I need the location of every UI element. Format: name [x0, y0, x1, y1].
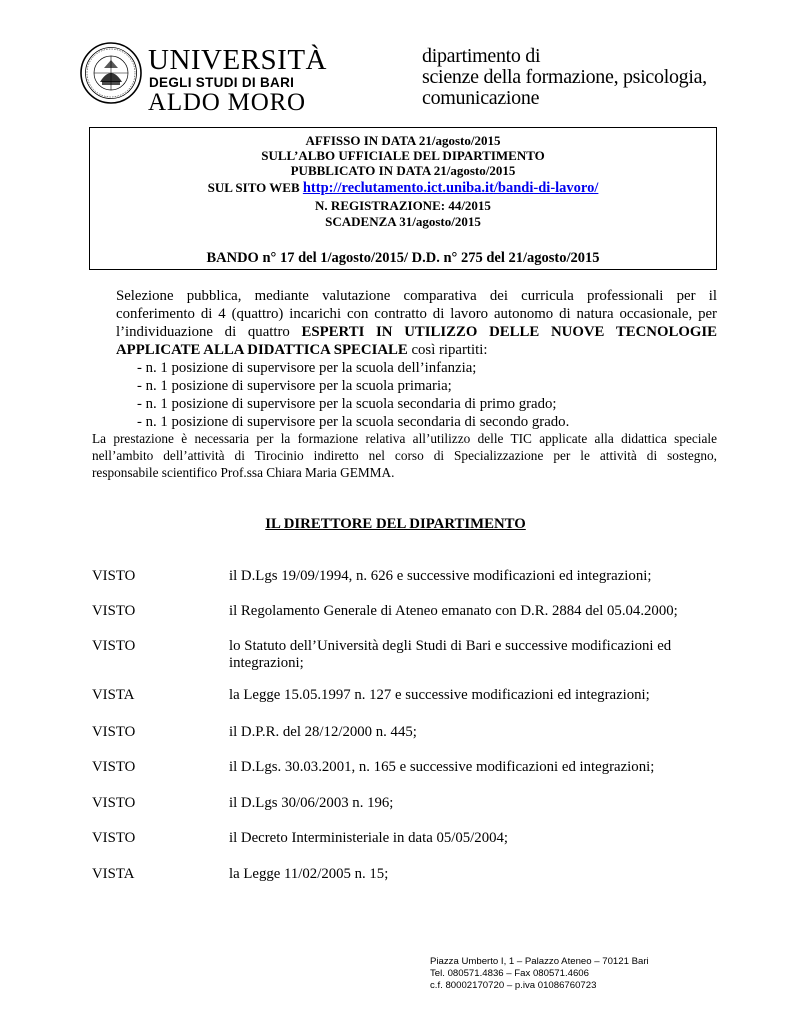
notice-pubblicato: PUBBLICATO IN DATA 21/agosto/2015 — [290, 163, 516, 178]
visto-text: lo Statuto dell’Università degli Studi di Bari e successive modificazioni ed integrazioni; — [229, 638, 672, 671]
visto-label: VISTO — [92, 724, 136, 740]
visto-label: VISTO — [92, 830, 136, 846]
notice-albo: SULL’ALBO UFFICIALE DEL DIPARTIMENTO — [261, 148, 545, 163]
director-title — [0, 516, 791, 533]
visto-text: il Decreto Interministeriale in data 05/05/2004; — [229, 830, 509, 846]
footer-address — [430, 956, 649, 992]
university-name-line2: DEGLI STUDI DI BARI — [149, 75, 295, 90]
department-line1: dipartimento di — [422, 45, 541, 67]
visto-text: la Legge 11/02/2005 n. 15; — [229, 866, 389, 882]
department-line2: scienze della formazione, psicologia, — [422, 66, 707, 88]
intro-line3 — [116, 323, 717, 341]
list-item: - n. 1 posizione di supervisore per la scuola dell’infanzia; — [137, 360, 477, 376]
intro-line4 — [116, 341, 488, 359]
notice-bando: BANDO n° 17 del 1/agosto/2015/ D.D. n° 275 del 21/agosto/2015 — [206, 250, 600, 266]
intro-line1: Selezione pubblica, mediante valutazione comparativa dei curricula professionali per il — [116, 288, 717, 304]
visto-text: il D.Lgs 30/06/2003 n. 196; — [229, 795, 394, 811]
university-seal-logo — [80, 42, 142, 104]
prestazione-line2: nell’ambito dell’attività di Tirocinio indiretto nel corso di Specializzazione per le attività di sostegno, — [92, 448, 717, 463]
director-title-text: IL DIRETTORE DEL DIPARTIMENTO — [265, 516, 526, 532]
visto-label: VISTO — [92, 759, 136, 775]
visto-label: VISTO — [92, 638, 136, 654]
visto-label: VISTA — [92, 866, 135, 882]
intro-line4-bold: APPLICATE ALLA DIDATTICA SPECIALE — [116, 342, 408, 358]
visto-label: VISTO — [92, 603, 136, 619]
notice-registrazione: N. REGISTRAZIONE: 44/2015 — [315, 198, 491, 213]
prestazione-line3: responsabile scientifico Prof.ssa Chiara Maria GEMMA. — [92, 465, 395, 480]
department-name — [422, 46, 707, 109]
notice-sito-link[interactable]: http://reclutamento.ict.uniba.it/bandi-di-lavoro/ — [302, 180, 599, 196]
notice-sito-label: SUL SITO WEB — [207, 180, 303, 195]
intro-line2: conferimento di 4 (quattro) incarichi con contratto di lavoro autonomo di natura occasionale, per — [116, 306, 717, 322]
department-line3: comunicazione — [422, 87, 540, 109]
notice-box — [89, 127, 717, 270]
visto-label: VISTO — [92, 568, 136, 584]
intro-line3-text: l’individuazione di quattro — [116, 324, 302, 340]
intro-line3-bold: ESPERTI IN UTILIZZO DELLE NUOVE TECNOLOGIE — [301, 324, 717, 340]
visto-label: VISTO — [92, 795, 136, 811]
university-name-line1: UNIVERSITÀ — [148, 44, 327, 76]
visto-text: la Legge 15.05.1997 n. 127 e successive modificazioni ed integrazioni; — [229, 687, 650, 703]
university-name-line3: ALDO MORO — [148, 89, 306, 116]
intro-line4-text: così ripartiti: — [407, 342, 488, 358]
list-item: - n. 1 posizione di supervisore per la scuola primaria; — [137, 378, 452, 394]
visto-text: il Regolamento Generale di Ateneo emanato con D.R. 2884 del 05.04.2000; — [229, 603, 678, 619]
footer-line3: c.f. 80002170720 – p.iva 01086760723 — [430, 980, 597, 991]
footer-line2: Tel. 080571.4836 – Fax 080571.4606 — [430, 968, 589, 979]
notice-sito — [90, 180, 716, 196]
list-item: - n. 1 posizione di supervisore per la scuola secondaria di primo grado; — [137, 396, 557, 412]
visto-text: il D.P.R. del 28/12/2000 n. 445; — [229, 724, 417, 740]
visto-text: il D.Lgs. 30.03.2001, n. 165 e successive modificazioni ed integrazioni; — [229, 759, 655, 775]
notice-scadenza: SCADENZA 31/agosto/2015 — [325, 214, 481, 229]
list-item: - n. 1 posizione di supervisore per la scuola secondaria di secondo grado. — [137, 414, 570, 430]
university-wordmark — [148, 44, 327, 116]
visto-text: il D.Lgs 19/09/1994, n. 626 e successive modificazioni ed integrazioni; — [229, 568, 652, 584]
prestazione-line1: La prestazione è necessaria per la formazione relativa all’utilizzo delle TIC applicate alla didattica speciale — [92, 431, 717, 446]
notice-affisso: AFFISSO IN DATA 21/agosto/2015 — [305, 133, 501, 148]
visto-label: VISTA — [92, 687, 135, 703]
footer-line1: Piazza Umberto I, 1 – Palazzo Ateneo – 70121 Bari — [430, 956, 649, 967]
